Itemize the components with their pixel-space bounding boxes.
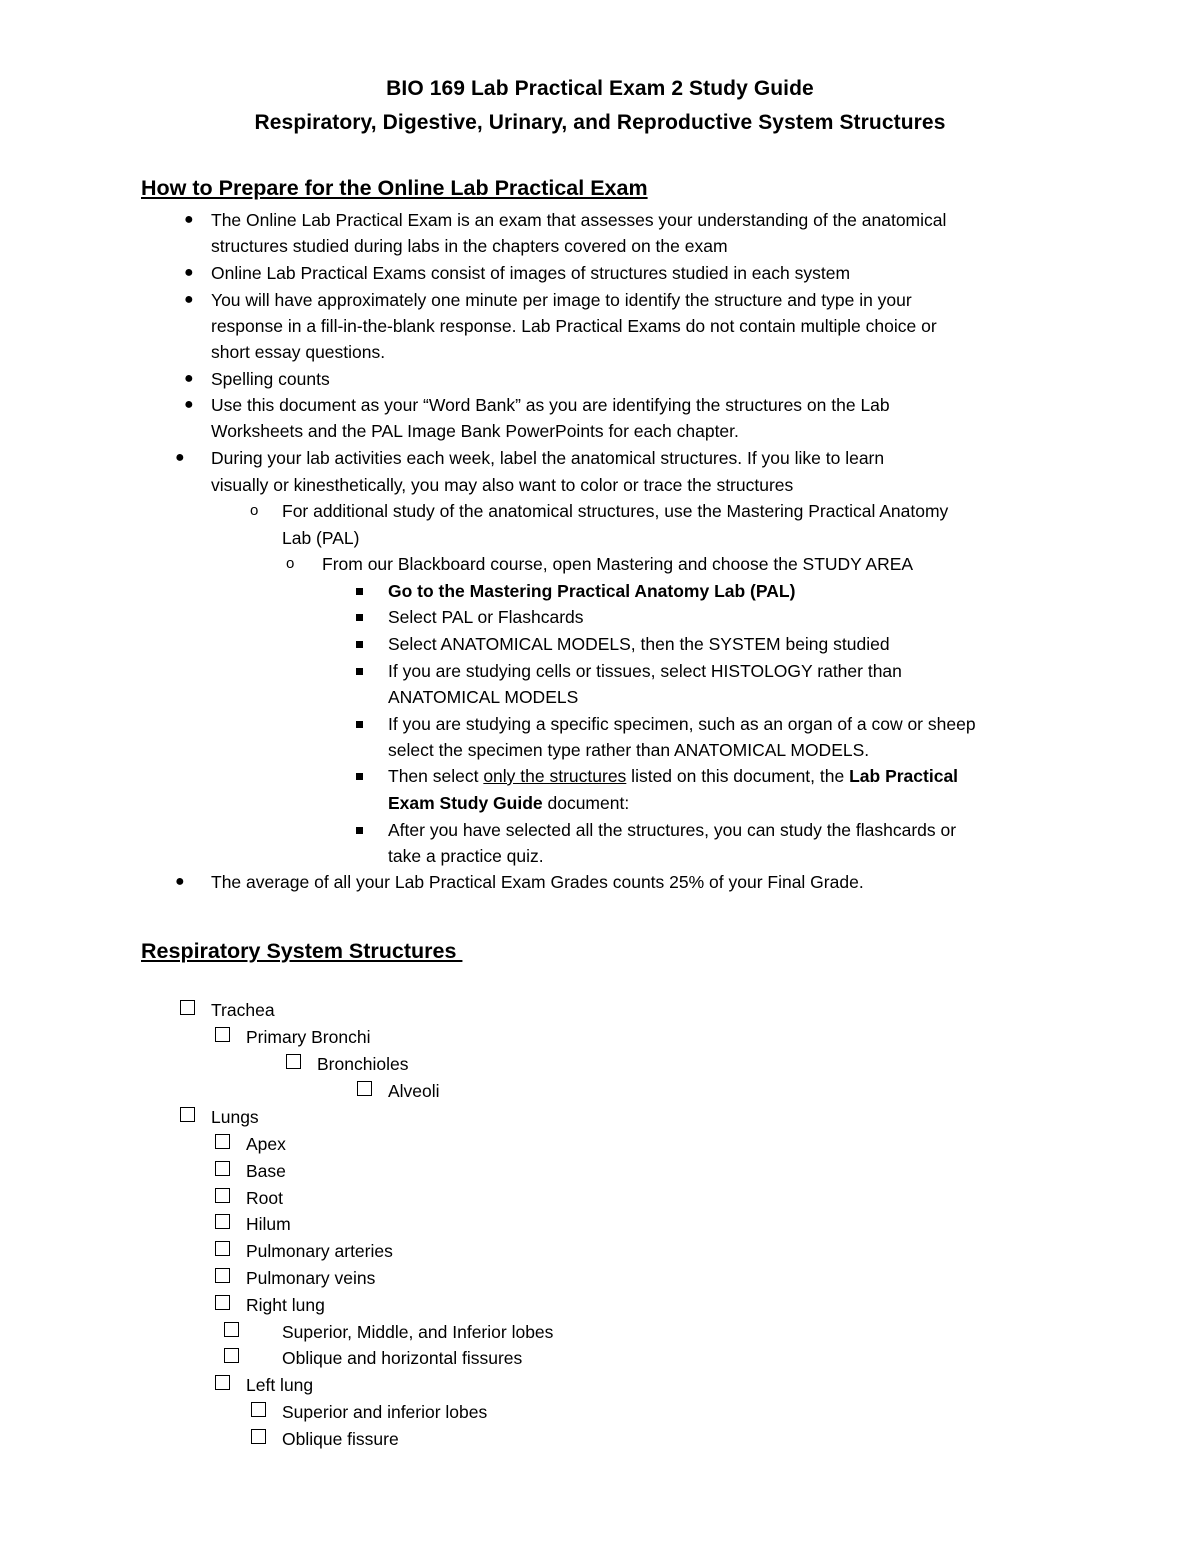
bullet-text: You will have approximately one minute per image to identify the structure and type in your [211,290,912,310]
sub-bullet-text: From our Blackboard course, open Mastering and choose the STUDY AREA [322,554,914,574]
checklist-item-right-lobes: Superior, Middle, and Inferior lobes [282,1322,554,1342]
checklist-item-bronchioles: Bronchioles [317,1054,409,1074]
checkbox[interactable] [224,1322,239,1337]
checkbox[interactable] [286,1054,301,1069]
checkbox[interactable] [180,1107,195,1122]
bullet-text: Use this document as your “Word Bank” as you are identifying the structures on the Lab [211,395,890,415]
sq-bullet-text: ANATOMICAL MODELS [388,687,579,707]
square-bullet [356,668,363,675]
bullet-text: During your lab activities each week, label the anatomical structures. If you like to learn [211,448,885,468]
bullet-dot: ● [184,370,194,387]
checklist-item-pulmonary-veins: Pulmonary veins [246,1268,376,1288]
checklist-item-primary-bronchi: Primary Bronchi [246,1027,371,1047]
checkbox[interactable] [215,1268,230,1283]
checkbox[interactable] [180,1000,195,1015]
sq-bullet-text: If you are studying a specific specimen, such as an organ of a cow or sheep [388,714,976,734]
sub-bullet-circle: o [286,555,295,572]
bullet-dot: ● [184,291,194,308]
checklist-item-pulmonary-arteries: Pulmonary arteries [246,1241,393,1261]
sq-bullet-text [388,792,629,814]
square-bullet [356,641,363,648]
bullet-text: short essay questions. [211,342,386,362]
sq-bullet-text: take a practice quiz. [388,846,544,866]
sub-bullet-circle: o [250,502,259,519]
sq-bullet-text: Select ANATOMICAL MODELS, then the SYSTEM being studied [388,634,890,654]
checkbox[interactable] [215,1188,230,1203]
document-subtitle: Respiratory, Digestive, Urinary, and Reproductive System Structures [254,111,946,134]
checkbox[interactable] [215,1134,230,1149]
bullet-text: Online Lab Practical Exams consist of images of structures studied in each system [211,263,851,283]
checkbox[interactable] [224,1348,239,1363]
square-bullet [356,827,363,834]
square-bullet [356,588,363,595]
sq-bullet-text: Select PAL or Flashcards [388,607,584,627]
checklist-item-root: Root [246,1188,283,1208]
bold-text: Lab Practical [849,766,959,786]
checkbox[interactable] [215,1161,230,1176]
checklist-item-base: Base [246,1161,286,1181]
checklist-item-left-lobes: Superior and inferior lobes [282,1402,488,1422]
bullet-dot: ● [184,264,194,281]
bullet-text: structures studied during labs in the chapters covered on the exam [211,236,728,256]
bullet-text: visually or kinesthetically, you may also want to color or trace the structures [211,475,794,495]
square-bullet [356,614,363,621]
checklist-item-alveoli: Alveoli [388,1081,440,1101]
bullet-dot: ● [184,211,194,228]
sub-bullet-text: Lab (PAL) [282,528,360,548]
checkbox[interactable] [251,1429,266,1444]
respiratory-heading: Respiratory System Structures [141,939,463,963]
square-bullet [356,721,363,728]
sq-bullet-text: After you have selected all the structures, you can study the flashcards or [388,820,957,840]
sq-bullet-text: Go to the Mastering Practical Anatomy Lab (PAL) [388,581,796,601]
checklist-item-lungs: Lungs [211,1107,259,1127]
checklist-item-trachea: Trachea [211,1000,275,1020]
checkbox[interactable] [215,1241,230,1256]
bullet-text: The Online Lab Practical Exam is an exam that assesses your understanding of the anatomical [211,210,947,230]
bullet-text: Worksheets and the PAL Image Bank PowerPoints for each chapter. [211,421,739,441]
checkbox[interactable] [215,1214,230,1229]
checkbox[interactable] [215,1295,230,1310]
checkbox[interactable] [215,1027,230,1042]
sq-bullet-text: select the specimen type rather than ANATOMICAL MODELS. [388,740,870,760]
checklist-item-left-lung: Left lung [246,1375,314,1395]
bullet-dot: ● [184,396,194,413]
sub-bullet-text: For additional study of the anatomical structures, use the Mastering Practical Anatomy [282,501,949,521]
document-title: BIO 169 Lab Practical Exam 2 Study Guide [386,77,814,100]
bullet-dot: ● [175,873,185,890]
checklist-item-apex: Apex [246,1134,286,1154]
checkbox[interactable] [357,1081,372,1096]
bullet-text: Spelling counts [211,369,330,389]
checklist-item-right-lung: Right lung [246,1295,325,1315]
bullet-text: The average of all your Lab Practical Exam Grades counts 25% of your Final Grade. [211,872,864,892]
checkbox[interactable] [251,1402,266,1417]
text-run: listed on this document, the [626,766,850,786]
text-run: document: [542,793,630,813]
underlined-text: only the structures [483,766,627,786]
checklist-item-right-fissures: Oblique and horizontal fissures [282,1348,523,1368]
bullet-dot: ● [175,449,185,466]
checklist-item-left-fissure: Oblique fissure [282,1429,399,1449]
bullet-text: response in a fill-in-the-blank response. Lab Practical Exams do not contain multiple choice or [211,316,937,336]
sq-bullet-text [388,765,958,787]
checklist-item-hilum: Hilum [246,1214,291,1234]
prepare-heading: How to Prepare for the Online Lab Practical Exam [141,176,648,200]
text-run: Then select [388,766,484,786]
checkbox[interactable] [215,1375,230,1390]
bold-text: Exam Study Guide [388,793,543,813]
sq-bullet-text: If you are studying cells or tissues, select HISTOLOGY rather than [388,661,902,681]
square-bullet [356,773,363,780]
